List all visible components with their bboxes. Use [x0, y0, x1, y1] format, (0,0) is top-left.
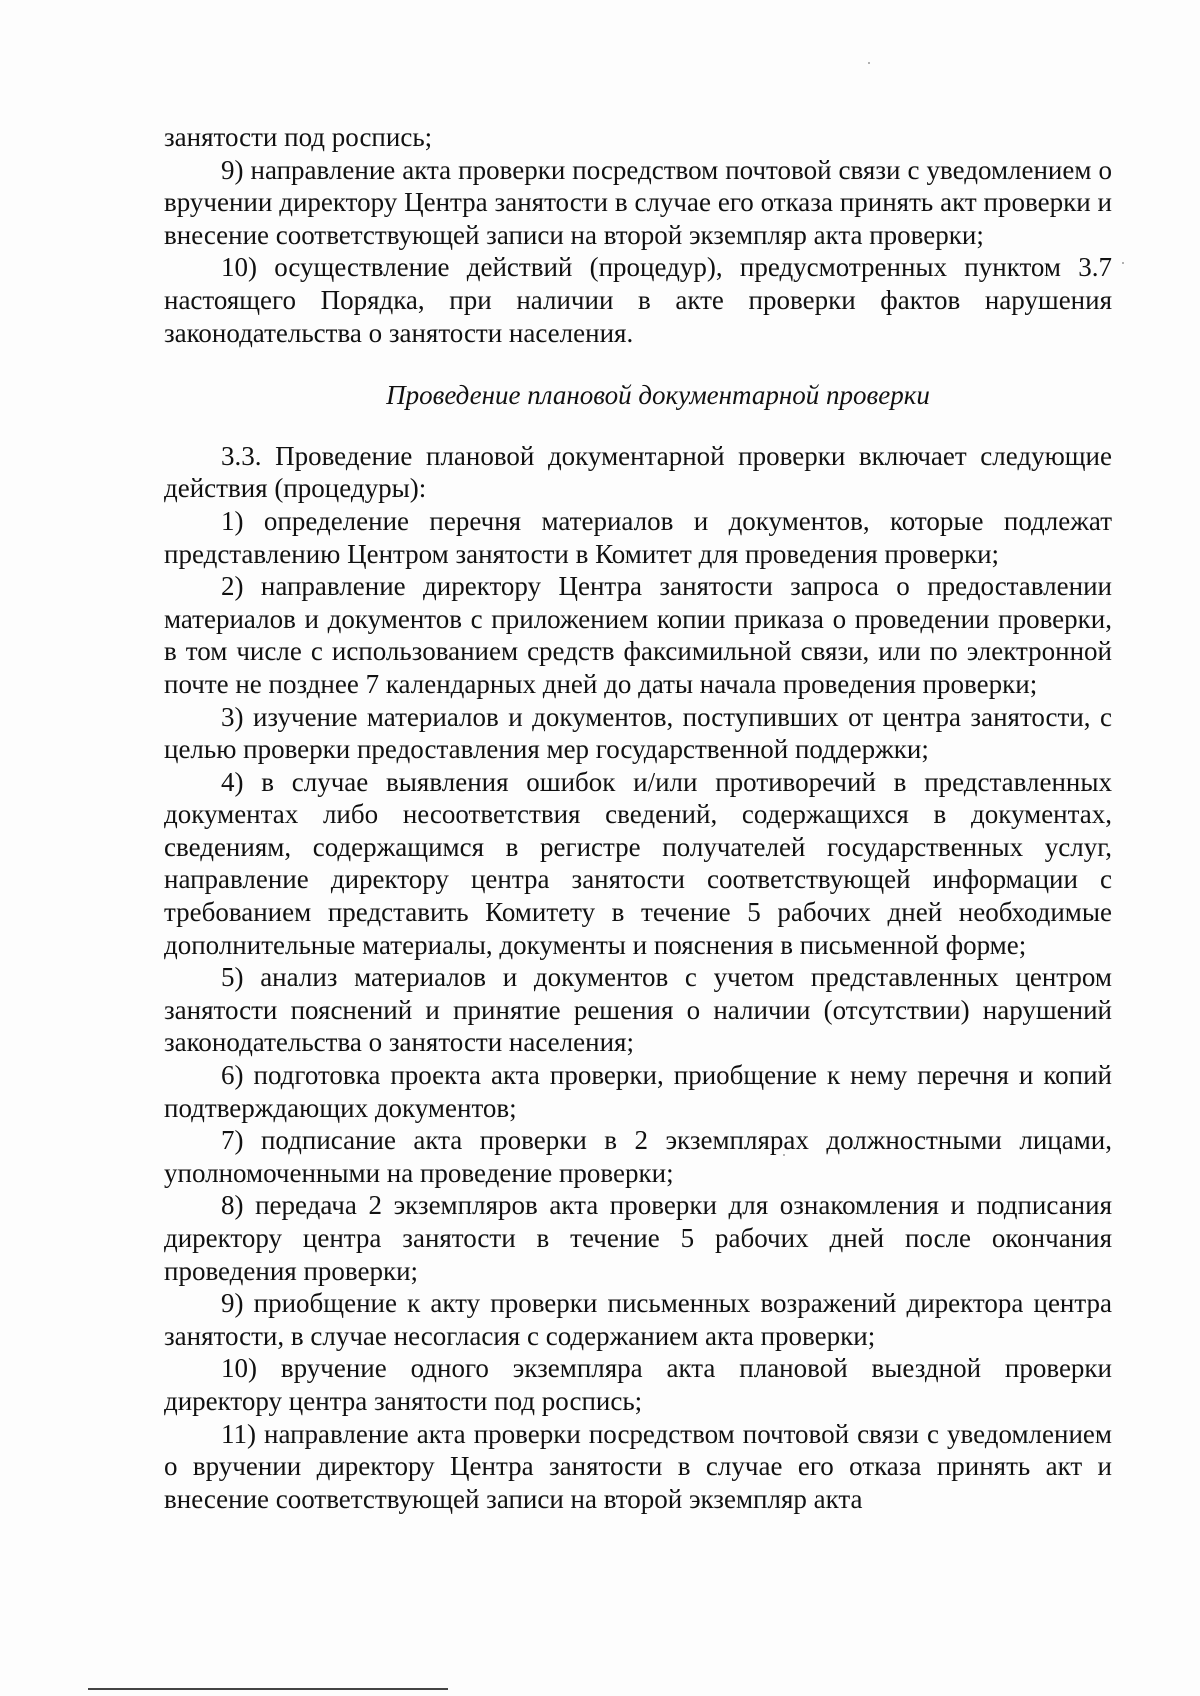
list-item: 9) приобщение к акту проверки письменных возражений директора центра занятости, в случае несогласия с содержанием акта проверки;: [164, 1288, 1112, 1351]
document-body: [164, 121, 1112, 1515]
scan-speck: [1122, 262, 1124, 264]
list-item: 5) анализ материалов и документов с учетом представленных центром занятости пояснений и принятие решения о наличии (отсутствии) нарушений законодательства о занятости населения;: [164, 962, 1112, 1058]
list-item: 7) подписание акта проверки в 2 экземплярах должностными лицами, уполномоченными на проведение проверки;: [164, 1125, 1112, 1188]
paragraph: 10) осуществление действий (процедур), предусмотренных пунктом 3.7 настоящего Порядка, при наличии в акте проверки фактов нарушения законодательства о занятости населения.: [164, 252, 1112, 348]
list-item: 10) вручение одного экземпляра акта плановой выездной проверки директору центра занятости под роспись;: [164, 1353, 1112, 1416]
scan-speck: [868, 62, 870, 64]
paragraph: занятости под роспись;: [164, 122, 433, 152]
list-item: 8) передача 2 экземпляров акта проверки для ознакомления и подписания директору центра занятости в течение 5 рабочих дней после окончания проведения проверки;: [164, 1190, 1112, 1286]
list-item: 4) в случае выявления ошибок и/или противоречий в представленных документах либо несоответствия сведений, содержащихся в документах, сведениям, содержащимся в регистре получателей государственных услуг, направление директору центра занятости соответствующей информации с требованием представить Комитету в течение 5 рабочих дней необходимые дополнительные материалы, документы и пояснения в письменной форме;: [164, 766, 1112, 960]
bottom-rule: [88, 1688, 448, 1690]
paragraph: 3.3. Проведение плановой документарной проверки включает следующие действия (процедуры):: [164, 440, 1112, 504]
section-heading: Проведение плановой документарной проверки: [386, 380, 930, 411]
list-item: 11) направление акта проверки посредством почтовой связи с уведомлением о вручении директору Центра занятости в случае его отказа принять акт и внесение соответствующей записи на второй экземпляр акта: [164, 1418, 1112, 1514]
list-item: 3) изучение материалов и документов, поступивших от центра занятости, с целью проверки предоставления мер государственной поддержки;: [164, 701, 1112, 765]
list-item: 6) подготовка проекта акта проверки, приобщение к нему перечня и копий подтверждающих документов;: [164, 1060, 1112, 1123]
paragraph: 9) направление акта проверки посредством почтовой связи с уведомлением о вручении директору Центра занятости в случае его отказа принять акт проверки и внесение соответствующей записи на второй экземпляр акта проверки;: [164, 154, 1112, 250]
list-item: 2) направление директору Центра занятости запроса о предоставлении материалов и документов с приложением копии приказа о проведении проверки, в том числе с использованием средств факсимильной связи, или по электронной почте не позднее 7 календарных дней до даты начала проведения проверки;: [164, 571, 1112, 699]
list-item: 1) определение перечня материалов и документов, которые подлежат представлению Центром занятости в Комитет для проведения проверки;: [164, 505, 1112, 569]
